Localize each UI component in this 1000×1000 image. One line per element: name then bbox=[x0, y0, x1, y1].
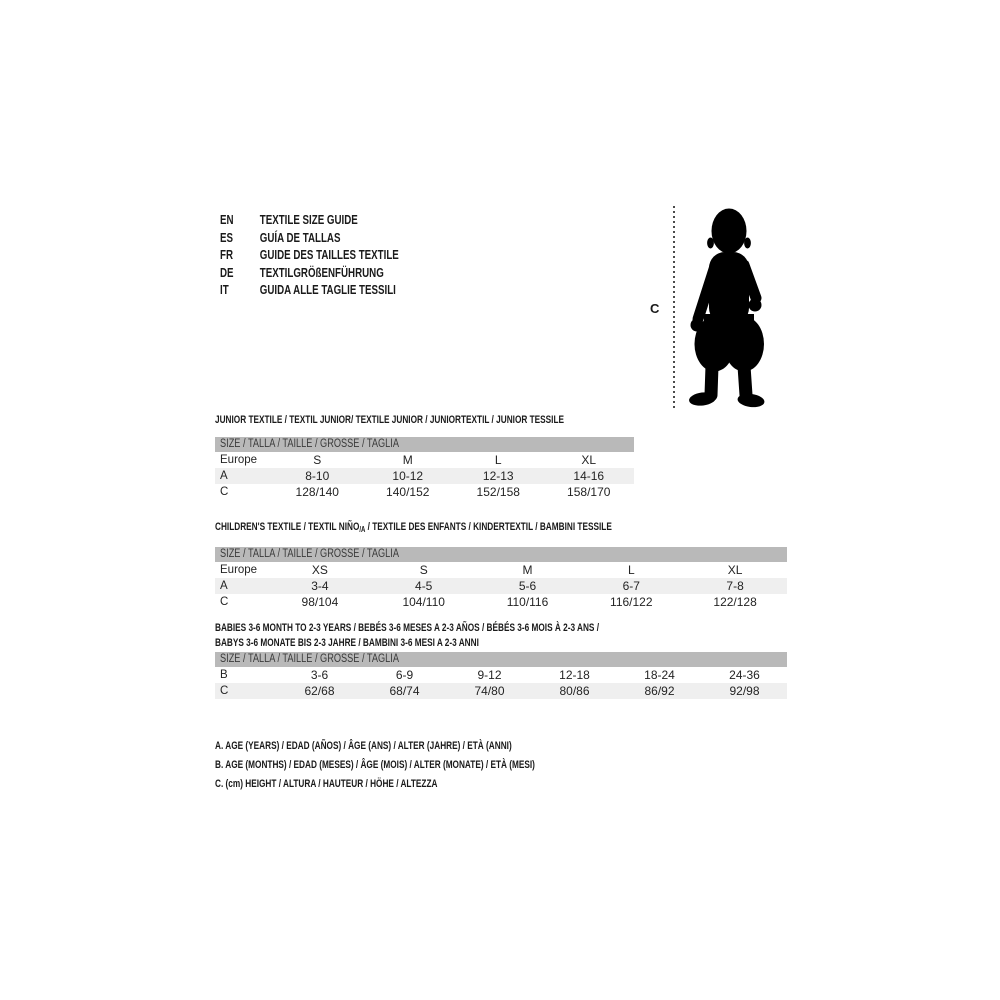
language-code: DE bbox=[220, 264, 234, 280]
size-cell: 140/152 bbox=[386, 485, 430, 499]
size-cell: 86/92 bbox=[644, 684, 675, 698]
row-label: C bbox=[220, 685, 229, 697]
title-subscript: /A bbox=[359, 525, 366, 534]
size-cell: 4-5 bbox=[415, 579, 433, 593]
size-cell: 7-8 bbox=[726, 579, 744, 593]
size-cell: 12-18 bbox=[559, 668, 590, 682]
table-row bbox=[215, 667, 787, 683]
table-row bbox=[215, 594, 787, 610]
table-row bbox=[215, 578, 787, 594]
language-row-de bbox=[220, 264, 399, 282]
size-cell: 6-9 bbox=[395, 668, 414, 682]
size-cell: 9-12 bbox=[477, 668, 502, 682]
row-label: Europe bbox=[220, 454, 258, 466]
size-cell: 122/128 bbox=[713, 595, 757, 609]
language-row-en bbox=[220, 211, 399, 229]
size-cell: 104/110 bbox=[402, 595, 445, 609]
row-label: A bbox=[220, 580, 228, 592]
size-cell: 62/68 bbox=[304, 684, 335, 698]
babies-size-table bbox=[215, 652, 787, 699]
table-row bbox=[215, 452, 634, 468]
size-cell: S bbox=[419, 563, 428, 577]
size-cell: 128/140 bbox=[295, 485, 339, 499]
row-label: B bbox=[220, 669, 228, 681]
size-cell: 5-6 bbox=[518, 579, 537, 593]
size-cell: 14-16 bbox=[573, 469, 605, 483]
table-row bbox=[215, 562, 787, 578]
children-size-table bbox=[215, 547, 787, 610]
language-label: GUIDA ALLE TAGLIE TESSILI bbox=[259, 282, 396, 297]
language-label: TEXTILGRÖßENFÜHRUNG bbox=[259, 264, 384, 280]
language-row-fr bbox=[220, 246, 399, 264]
size-cell: 3-4 bbox=[311, 579, 329, 593]
size-cell: 68/74 bbox=[389, 684, 420, 698]
size-cell: XS bbox=[311, 563, 328, 577]
table-row bbox=[215, 468, 634, 484]
size-cell: L bbox=[494, 453, 502, 467]
size-cell: 8-10 bbox=[305, 469, 330, 483]
table-row bbox=[215, 484, 634, 500]
size-header-bar: SIZE / TALLA / TAILLE / GRÖSSE / TAGLIA bbox=[215, 437, 634, 452]
language-label: GUÍA DE TALLAS bbox=[259, 229, 341, 245]
size-cell: 12-13 bbox=[482, 469, 514, 483]
legend-line-c: C. (cm) HEIGHT / ALTURA / HAUTEUR / HÖHE / ALTEZZA bbox=[215, 778, 438, 790]
size-cell: 152/158 bbox=[476, 485, 520, 499]
size-cell: 3-6 bbox=[310, 668, 329, 682]
legend bbox=[215, 737, 642, 794]
size-cell: 158/170 bbox=[567, 485, 611, 499]
size-cell: XL bbox=[727, 563, 743, 577]
legend-line-b: B. AGE (MONTHS) / EDAD (MESES) / ÂGE (MOIS) / ALTER (MONATE) / ETÀ (MESI) bbox=[215, 759, 535, 771]
size-cell: 74/80 bbox=[474, 684, 505, 698]
legend-line-a: A. AGE (YEARS) / EDAD (AÑOS) / ÂGE (ANS) / ALTER (JAHRE) / ETÀ (ANNI) bbox=[215, 740, 512, 752]
language-code: FR bbox=[220, 247, 234, 262]
language-label: TEXTILE SIZE GUIDE bbox=[259, 212, 358, 227]
size-cell: M bbox=[522, 563, 533, 577]
size-cell: 10-12 bbox=[392, 469, 424, 483]
language-guide bbox=[220, 211, 458, 299]
size-cell: 116/122 bbox=[610, 595, 653, 609]
row-label: C bbox=[220, 596, 229, 608]
size-cell: L bbox=[627, 563, 635, 577]
size-header-bar: SIZE / TALLA / TAILLE / GRÖSSE / TAGLIA bbox=[215, 547, 787, 562]
language-label: GUIDE DES TAILLES TEXTILE bbox=[259, 247, 399, 262]
size-cell: 92/98 bbox=[729, 684, 760, 698]
language-code: EN bbox=[220, 212, 234, 227]
language-code: ES bbox=[220, 229, 234, 245]
row-label: Europe bbox=[220, 564, 258, 576]
size-cell: XL bbox=[581, 453, 597, 467]
row-label: A bbox=[220, 470, 228, 482]
children-table-title: CHILDREN'S TEXTILE / TEXTIL $NIÑO_{/A}$ / TEXTILE DES ENFANTS / KINDERTEXTIL / BAMBINI TESSILE bbox=[215, 521, 612, 534]
size-cell: 110/116 bbox=[506, 595, 549, 609]
size-cell: 98/104 bbox=[301, 595, 339, 609]
height-dotted-line bbox=[673, 206, 675, 408]
toddler-silhouette-icon bbox=[686, 198, 778, 412]
size-cell: 80/86 bbox=[559, 684, 590, 698]
size-cell: S bbox=[313, 453, 322, 467]
language-code: IT bbox=[220, 282, 229, 297]
size-header-bar: SIZE / TALLA / TAILLE / GRÖSSE / TAGLIA bbox=[215, 652, 787, 667]
table-row bbox=[215, 683, 787, 699]
junior-table-title: JUNIOR TEXTILE / TEXTIL JUNIOR/ TEXTILE JUNIOR / JUNIORTEXTIL / JUNIOR TESSILE bbox=[215, 414, 564, 426]
row-label: C bbox=[220, 486, 229, 498]
language-row-it bbox=[220, 281, 399, 299]
language-row-es bbox=[220, 229, 399, 247]
size-cell: M bbox=[402, 453, 413, 467]
size-cell: 24-36 bbox=[729, 668, 760, 682]
junior-size-table bbox=[215, 437, 634, 500]
size-cell: 6-7 bbox=[622, 579, 640, 593]
babies-table-title: BABIES 3-6 MONTH TO 2-3 YEARS / BEBÉS 3-6 MESES A 2-3 AÑOS / BÉBÉS 3-6 MOIS À 2-3 ANS / BABYS 3-6 MONATE BIS 2-3 JAHRE / BAMBINI 3-6 MESI A 2-3 ANNI bbox=[215, 622, 600, 649]
height-marker-label: C bbox=[650, 301, 660, 316]
size-cell: 18-24 bbox=[644, 668, 675, 682]
